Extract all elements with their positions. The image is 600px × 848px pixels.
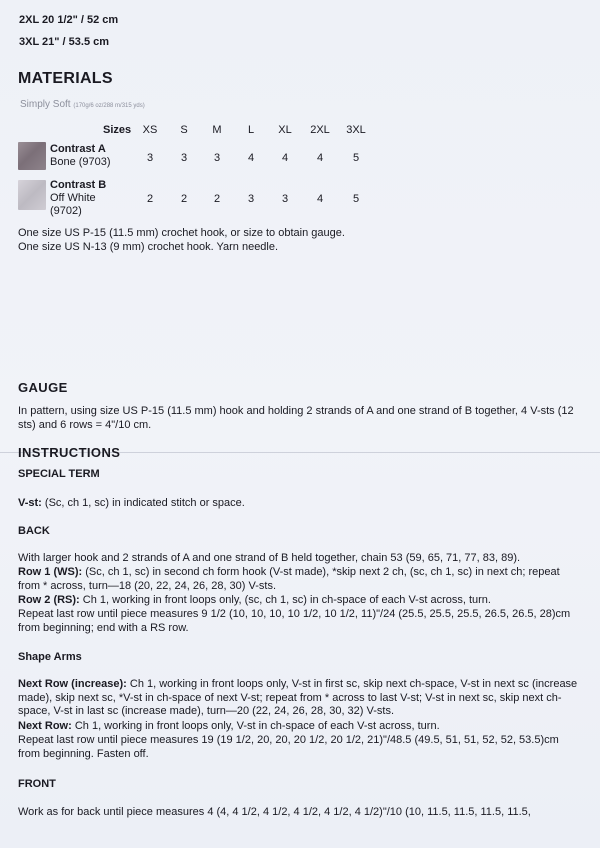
materials-heading: MATERIALS [18, 70, 113, 87]
count-b-xs: 2 [146, 193, 154, 205]
size-2xl-row [19, 14, 118, 26]
back-heading: BACK [18, 525, 50, 537]
materials-notes: One size US P-15 (11.5 mm) crochet hook, or size to obtain gauge. One size US N-13 (9 mm) crochet hook. Yarn needle. [18, 227, 345, 253]
count-a-3xl: 5 [352, 152, 360, 164]
count-a-xl: 4 [281, 152, 289, 164]
yarn-brand: Simply Soft (170g/6 oz/288 m/315 yds) [20, 99, 145, 110]
back-row-1: Row 1 (WS): (Sc, ch 1, sc) in second ch form hook (V-st made), *skip next 2 ch, (sc, ch 1, sc) in next ch; repeat from * across, turn—18 (20, 22, 24, 26, 28, 30) V-sts. [18, 566, 560, 592]
shape-increase-row: Next Row (increase): Ch 1, working in front loops only, V-st in first sc, skip next ch-space, V-st in next sc (increase made), skip next sc, *V-st in ch-space of next V-st; repeat from * across to last V-st; V-st in next sc, skip next ch-space, V-st in last sc (increase made), turn—20 (22, 24, 26, 28, 30, 32) V-sts. [18, 678, 578, 717]
count-a-s: 3 [180, 152, 188, 164]
contrast-a-swatch [18, 142, 46, 170]
contrast-b-label: Contrast B Off White (9702) [50, 179, 107, 217]
front-text: Work as for back until piece measures 4 (4, 4 1/2, 4 1/2, 4 1/2, 4 1/2, 4 1/2)"/10 (10, 11.5, 11.5, 11.5, 11.5, [18, 806, 531, 818]
count-b-xl: 3 [281, 193, 289, 205]
size-3xl-row [19, 36, 109, 48]
size-col-l: L [247, 124, 255, 136]
sizes-label: Sizes [103, 124, 132, 136]
count-a-m: 3 [213, 152, 221, 164]
size-col-s: S [180, 124, 188, 136]
back-repeat: Repeat last row until piece measures 9 1/2 (10, 10, 10, 10 1/2, 10 1/2, 11)"/24 (25.5, 25.5, 25.5, 26.5, 26.5, 28)cm from beginning; end with a RS row. [18, 608, 571, 634]
count-b-3xl: 5 [352, 193, 360, 205]
count-a-2xl: 4 [316, 152, 324, 164]
count-b-2xl: 4 [316, 193, 324, 205]
size-col-m: M [212, 124, 222, 136]
size-col-3xl: 3XL [346, 124, 366, 136]
back-intro: With larger hook and 2 strands of A and one strand of B held together, chain 53 (59, 65, 71, 77, 83, 89). [18, 552, 521, 564]
size-measure: 21" / 53.5 cm [42, 36, 110, 48]
gauge-heading: GAUGE [18, 380, 68, 395]
count-b-l: 3 [247, 193, 255, 205]
count-a-l: 4 [247, 152, 255, 164]
gauge-text: In pattern, using size US P-15 (11.5 mm) hook and holding 2 strands of A and one strand of B together, 4 V-sts (12 sts) and 6 rows = 4"/10 cm. [18, 405, 574, 431]
front-heading: FRONT [18, 778, 56, 790]
size-col-xs: XS [142, 124, 158, 136]
size-label: 3XL [19, 36, 39, 48]
shape-arms-heading: Shape Arms [18, 651, 82, 663]
shape-next-row: Next Row: Ch 1, working in front loops only, V-st in ch-space of each V-st across, turn. [18, 720, 440, 732]
contrast-b-swatch [18, 180, 46, 210]
count-b-s: 2 [180, 193, 188, 205]
size-label: 2XL [19, 14, 39, 26]
contrast-a-label: Contrast A Bone (9703) [50, 143, 111, 168]
back-row-2: Row 2 (RS): Ch 1, working in front loops only, (sc, ch 1, sc) in ch-space of each V-st across, turn. [18, 594, 491, 606]
instructions-heading: INSTRUCTIONS [18, 445, 121, 460]
special-term-text: V-st: (Sc, ch 1, sc) in indicated stitch or space. [18, 497, 245, 509]
size-col-xl: XL [278, 124, 292, 136]
count-a-xs: 3 [146, 152, 154, 164]
count-b-m: 2 [213, 193, 221, 205]
special-term-heading: SPECIAL TERM [18, 468, 100, 480]
size-col-2xl: 2XL [310, 124, 330, 136]
size-measure: 20 1/2" / 52 cm [42, 14, 119, 26]
shape-repeat: Repeat last row until piece measures 19 (19 1/2, 20, 20, 20 1/2, 20 1/2, 21)"/48.5 (49.5, 51, 51, 52, 52, 53.5)cm from beginning. Fasten off. [18, 734, 559, 760]
